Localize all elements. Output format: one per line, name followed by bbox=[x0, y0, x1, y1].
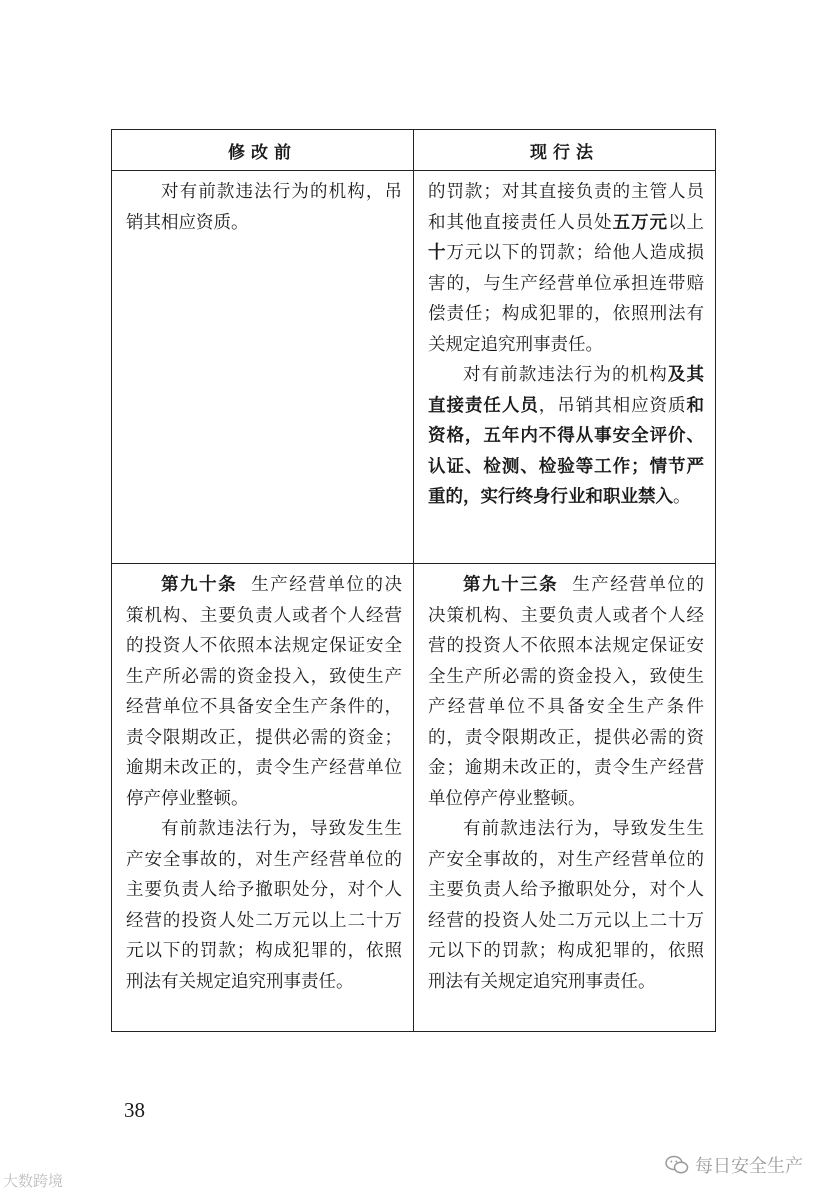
text-span: 。 bbox=[673, 487, 691, 507]
cell-current-row2 bbox=[414, 564, 716, 1032]
article-number: 第九十三条 bbox=[463, 575, 559, 595]
table-row bbox=[112, 564, 716, 1032]
text-span: 的罚款；对其直接负责的主管人员和其他直接责任人员处 bbox=[428, 182, 704, 233]
paragraph bbox=[428, 360, 704, 513]
header-before-amendment: 修改前 bbox=[112, 130, 414, 171]
text-span: 以上 bbox=[668, 212, 705, 233]
text-span: 万元以下的罚款；给他人造成损害的，与生产经营单位承担连带赔偿责任；构成犯罪的，依照刑法有关规定追究刑事责任。 bbox=[428, 243, 705, 355]
paragraph bbox=[428, 177, 704, 360]
text-span: 生产经营单位的决策机构、主要负责人或者个人经营的投资人不依照本法规定保证安全生产所必需的资金投入，致使生产经营单位不具备安全生产条件的，责令限期改正，提供必需的资金；逾期未改正的，责令生产经营单位停产停业整顿。 bbox=[428, 575, 705, 809]
paragraph: 对有前款违法行为的机构，吊销其相应资质。 bbox=[126, 182, 402, 233]
article-number: 第九十条 bbox=[161, 575, 238, 595]
amended-text: 十 bbox=[428, 243, 447, 263]
amended-text: 及其直接责任人员 bbox=[428, 365, 704, 416]
table-header-row bbox=[112, 130, 716, 171]
comparison-table bbox=[111, 129, 716, 1032]
table-row bbox=[112, 171, 716, 564]
text-span: ，吊销其相应资质 bbox=[538, 395, 687, 416]
text-span: 对有前款违法行为的机构 bbox=[463, 365, 668, 385]
paragraph bbox=[126, 570, 402, 814]
text-span: 生产经营单位的决策机构、主要负责人或者个人经营的投资人不依照本法规定保证安全生产所必需的资金投入，致使生产经营单位不具备安全生产条件的，责令限期改正，提供必需的资金；逾期未改正的，责令生产经营单位停产停业整顿。 bbox=[126, 575, 403, 809]
cell-before-row2 bbox=[112, 564, 414, 1032]
watermark-right bbox=[665, 1152, 803, 1178]
watermark-left bbox=[3, 1170, 63, 1191]
paragraph: 有前款违法行为，导致发生生产安全事故的，对生产经营单位的主要负责人给予撤职处分，对个人经营的投资人处二万元以上二十万元以下的罚款；构成犯罪的，依照刑法有关规定追究刑事责任。 bbox=[428, 819, 704, 992]
paragraph: 有前款违法行为，导致发生生产安全事故的，对生产经营单位的主要负责人给予撤职处分，对个人经营的投资人处二万元以上二十万元以下的罚款；构成犯罪的，依照刑法有关规定追究刑事责任。 bbox=[126, 819, 402, 992]
header-current-law: 现行法 bbox=[414, 130, 716, 171]
amended-text: 五万元 bbox=[612, 212, 669, 233]
cell-before-row1 bbox=[112, 171, 414, 564]
page-number: 38 bbox=[124, 1098, 145, 1122]
wechat-icon bbox=[665, 1155, 689, 1175]
paragraph bbox=[428, 570, 704, 814]
cell-current-row1 bbox=[414, 171, 716, 564]
amended-text: 和资格，五年内不得从事安全评价、认证、检测、检验等工作；情节严重的，实行终身行业和职业禁入 bbox=[428, 395, 705, 507]
watermark-right-text: 每日安全生产 bbox=[695, 1156, 803, 1177]
watermark-left-text: 大数跨境 bbox=[3, 1172, 64, 1190]
